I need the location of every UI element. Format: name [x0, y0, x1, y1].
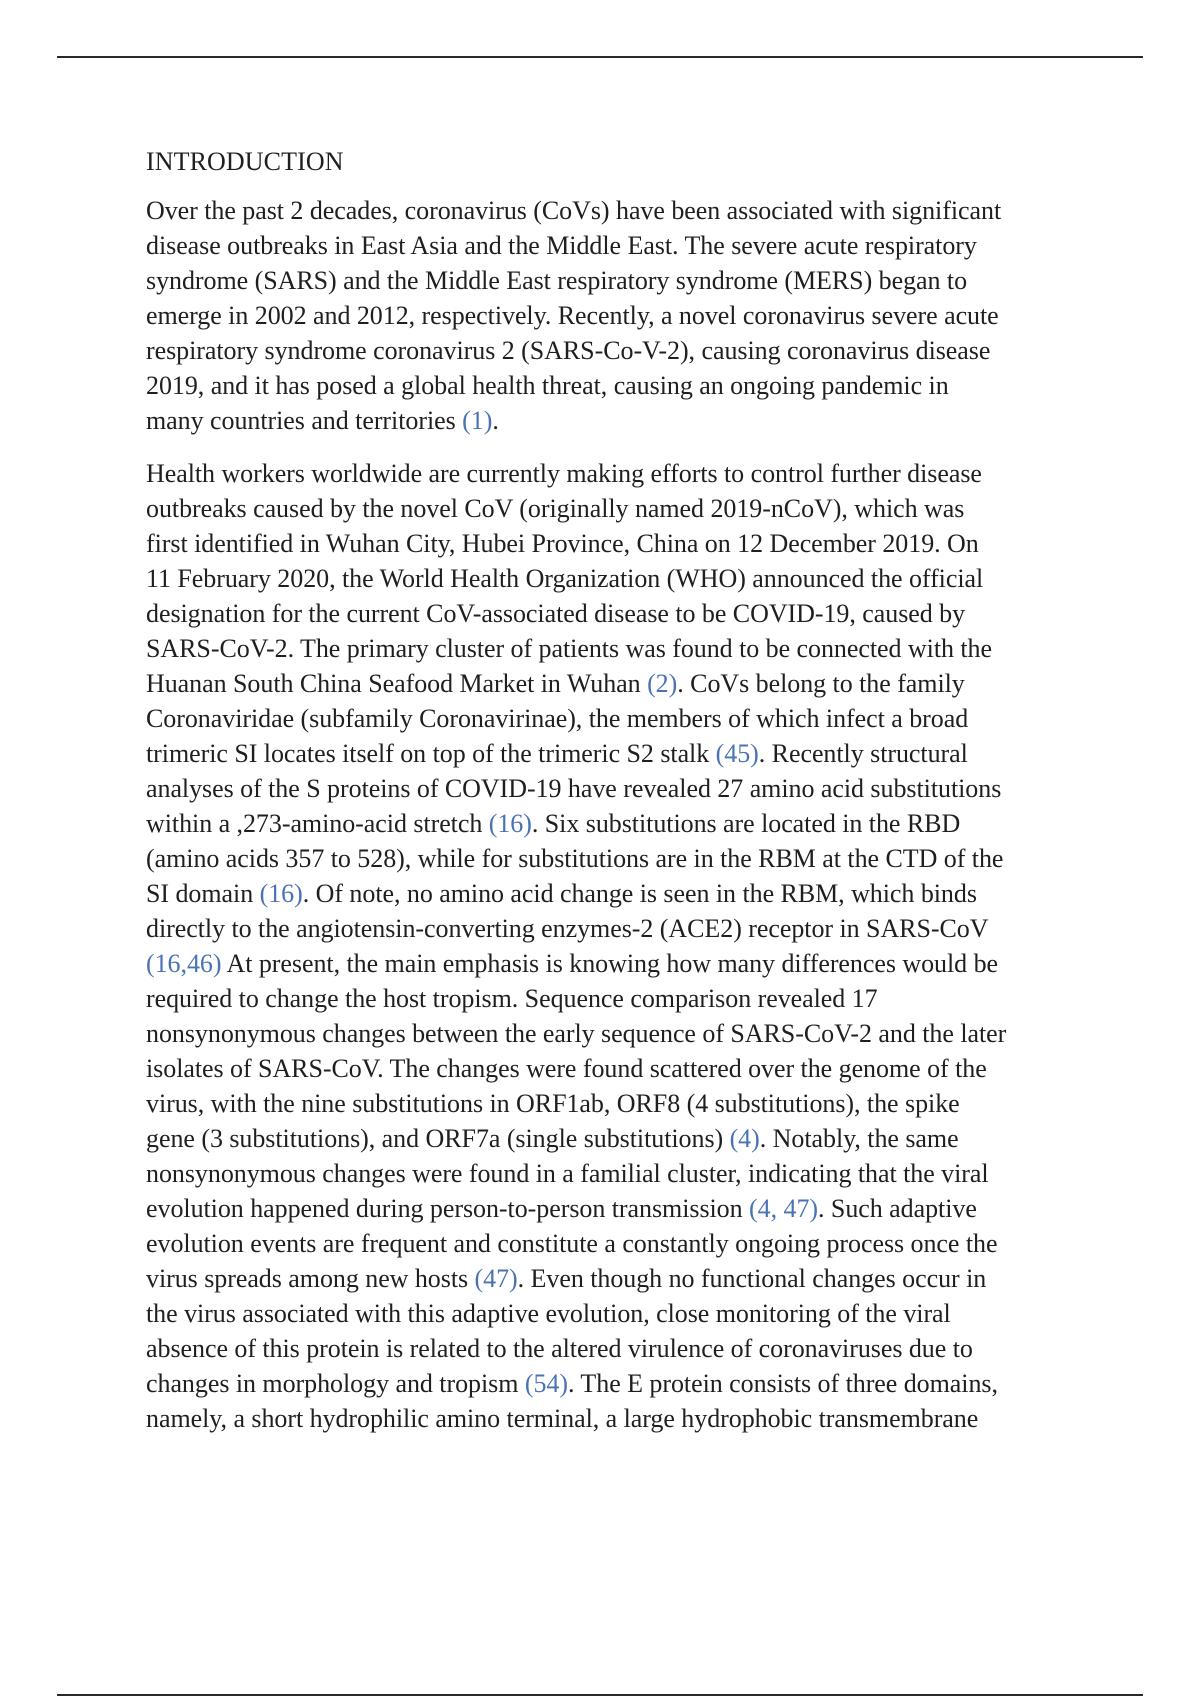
text-line: [146, 841, 1146, 876]
text-line: [146, 456, 1146, 491]
text-line: [146, 1331, 1146, 1366]
text-segment: trimeric SI locates itself on top of the trimeric S2 stalk: [146, 739, 716, 768]
text-line: [146, 911, 1146, 946]
text-segment: namely, a short hydrophilic amino terminal, a large hydrophobic transmembrane: [146, 1404, 979, 1433]
text-segment: disease outbreaks in East Asia and the Middle East. The severe acute respiratory: [146, 231, 977, 260]
text-segment: (amino acids 357 to 528), while for substitutions are in the RBM at the CTD of the: [146, 844, 1004, 873]
text-line: [146, 263, 1146, 298]
citation-link[interactable]: (1): [462, 406, 493, 435]
text-segment: emerge in 2002 and 2012, respectively. Recently, a novel coronavirus severe acute: [146, 301, 999, 330]
text-line: [146, 1016, 1146, 1051]
citation-link[interactable]: (16,46): [146, 949, 222, 978]
paragraph: [146, 456, 1146, 1436]
text-line: [146, 1296, 1146, 1331]
text-line: [146, 1401, 1146, 1436]
text-line: [146, 1051, 1146, 1086]
text-segment: . CoVs belong to the family: [677, 669, 965, 698]
text-line: [146, 526, 1146, 561]
text-segment: Huanan South China Seafood Market in Wuhan: [146, 669, 648, 698]
paragraph: [146, 193, 1146, 438]
text-line: [146, 368, 1146, 403]
citation-link[interactable]: (45): [715, 739, 759, 768]
text-line: [146, 631, 1146, 666]
text-line: [146, 1121, 1146, 1156]
text-line: [146, 771, 1146, 806]
text-segment: .: [492, 406, 499, 435]
section-heading: INTRODUCTION: [146, 147, 344, 176]
citation-link[interactable]: (54): [524, 1369, 568, 1398]
text-line: [146, 981, 1146, 1016]
text-segment: 2019, and it has posed a global health threat, causing an ongoing pandemic in: [146, 371, 949, 400]
text-line: [146, 876, 1146, 911]
document-body: [146, 145, 1146, 1454]
top-rule: [57, 56, 1143, 58]
text-segment: gene (3 substitutions), and ORF7a (single substitutions): [146, 1124, 730, 1153]
citation-link[interactable]: (4): [729, 1124, 760, 1153]
text-line: [146, 333, 1146, 368]
text-segment: SI domain: [146, 879, 260, 908]
text-segment: . Such adaptive: [818, 1194, 977, 1223]
citation-link[interactable]: (2): [647, 669, 678, 698]
text-line: [146, 1366, 1146, 1401]
text-line: [146, 806, 1146, 841]
text-segment: nonsynonymous changes were found in a familial cluster, indicating that the viral: [146, 1159, 989, 1188]
text-line: [146, 1191, 1146, 1226]
text-segment: . Notably, the same: [759, 1124, 959, 1153]
text-segment: isolates of SARS-CoV. The changes were found scattered over the genome of the: [146, 1054, 987, 1083]
citation-link[interactable]: (47): [474, 1264, 518, 1293]
text-segment: . Of note, no amino acid change is seen in the RBM, which binds: [302, 879, 977, 908]
text-segment: outbreaks caused by the novel CoV (originally named 2019-nCoV), which was: [146, 494, 965, 523]
paragraphs-container: [146, 193, 1146, 1436]
text-segment: virus, with the nine substitutions in ORF1ab, ORF8 (4 substitutions), the spike: [146, 1089, 960, 1118]
text-segment: Health workers worldwide are currently making efforts to control further disease: [146, 459, 982, 488]
text-line: [146, 736, 1146, 771]
text-segment: first identified in Wuhan City, Hubei Province, China on 12 December 2019. On: [146, 529, 979, 558]
text-segment: At present, the main emphasis is knowing how many differences would be: [221, 949, 999, 978]
text-line: [146, 193, 1146, 228]
text-segment: . Recently structural: [758, 739, 968, 768]
text-line: [146, 1086, 1146, 1121]
bottom-rule: [57, 1694, 1143, 1696]
citation-link[interactable]: (4, 47): [749, 1194, 819, 1223]
text-segment: virus spreads among new hosts: [146, 1264, 475, 1293]
text-segment: directly to the angiotensin-converting enzymes-2 (ACE2) receptor in SARS-CoV: [146, 914, 989, 943]
text-segment: required to change the host tropism. Sequence comparison revealed 17: [146, 984, 878, 1013]
citation-link[interactable]: (16): [259, 879, 303, 908]
text-line: [146, 1156, 1146, 1191]
text-segment: evolution events are frequent and constitute a constantly ongoing process once the: [146, 1229, 998, 1258]
text-segment: analyses of the S proteins of COVID-19 have revealed 27 amino acid substitutions: [146, 774, 1002, 803]
text-segment: within a ,273-amino-acid stretch: [146, 809, 489, 838]
text-segment: respiratory syndrome coronavirus 2 (SARS-Co-V-2), causing coronavirus disease: [146, 336, 991, 365]
text-line: [146, 1226, 1146, 1261]
text-line: [146, 666, 1146, 701]
text-segment: SARS-CoV-2. The primary cluster of patients was found to be connected with the: [146, 634, 993, 663]
text-segment: syndrome (SARS) and the Middle East respiratory syndrome (MERS) began to: [146, 266, 968, 295]
text-segment: Over the past 2 decades, coronavirus (CoVs) have been associated with significant: [146, 196, 1002, 225]
text-line: [146, 228, 1146, 263]
text-line: [146, 701, 1146, 736]
text-segment: 11 February 2020, the World Health Organization (WHO) announced the official: [146, 564, 984, 593]
text-segment: . The E protein consists of three domains,: [567, 1369, 998, 1398]
text-segment: many countries and territories: [146, 406, 463, 435]
citation-link[interactable]: (16): [488, 809, 532, 838]
text-line: [146, 946, 1146, 981]
text-segment: . Six substitutions are located in the RBD: [531, 809, 961, 838]
text-segment: . Even though no functional changes occur in: [517, 1264, 987, 1293]
text-line: [146, 1261, 1146, 1296]
text-line: [146, 596, 1146, 631]
text-line: [146, 298, 1146, 333]
text-segment: nonsynonymous changes between the early sequence of SARS-CoV-2 and the later: [146, 1019, 1007, 1048]
text-segment: the virus associated with this adaptive evolution, close monitoring of the viral: [146, 1299, 951, 1328]
text-line: [146, 491, 1146, 526]
text-segment: changes in morphology and tropism: [146, 1369, 525, 1398]
text-segment: Coronaviridae (subfamily Coronavirinae), the members of which infect a broad: [146, 704, 969, 733]
text-line: [146, 403, 1146, 438]
text-line: [146, 561, 1146, 596]
text-segment: designation for the current CoV-associated disease to be COVID-19, caused by: [146, 599, 966, 628]
text-segment: evolution happened during person-to-person transmission: [146, 1194, 750, 1223]
text-segment: absence of this protein is related to the altered virulence of coronaviruses due to: [146, 1334, 973, 1363]
